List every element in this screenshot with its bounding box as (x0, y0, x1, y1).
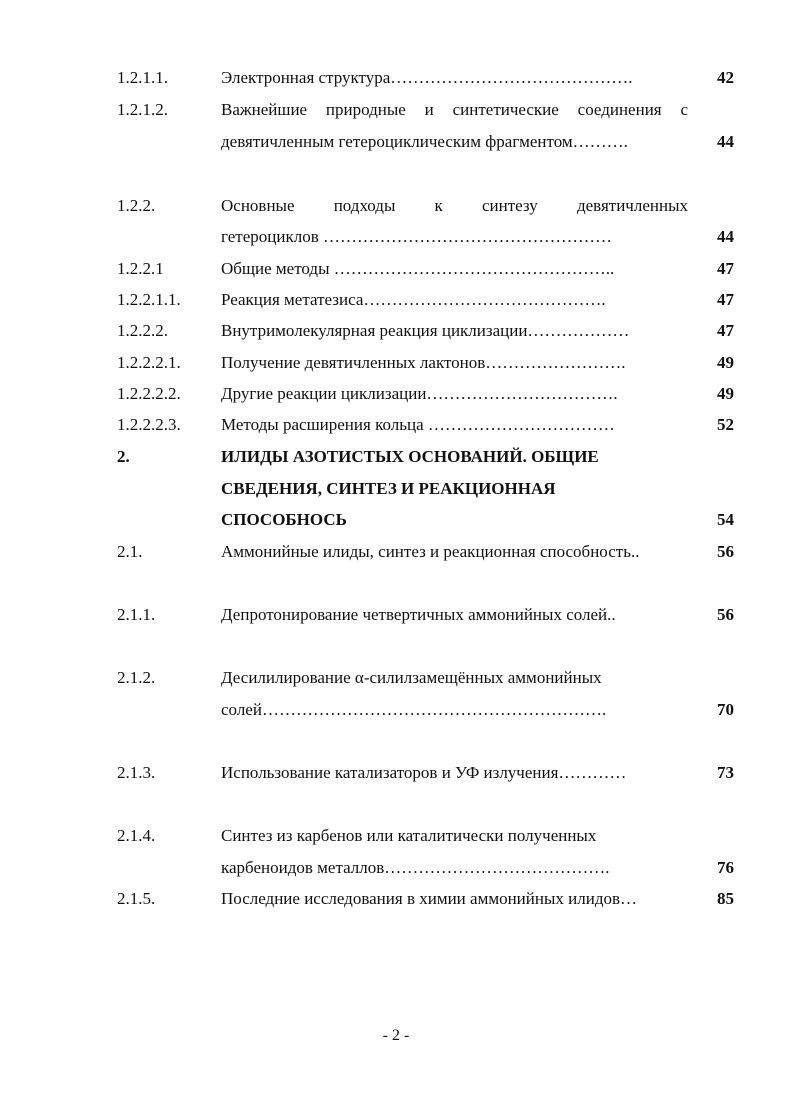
toc-title: Реакция метатезиса……………………………………. (221, 290, 606, 309)
toc-page-number: 54 (717, 510, 734, 529)
toc-page-number: 42 (717, 68, 734, 87)
toc-title: Последние исследования в химии аммонийных илидов… (221, 889, 638, 908)
toc-title: Аммонийные илиды, синтез и реакционная способность.. (221, 542, 640, 561)
toc-chapter-title-continued: СПОСОБНОСЬ (221, 510, 347, 529)
toc-page-number: 52 (717, 415, 734, 434)
toc-page-number: 73 (717, 763, 734, 782)
toc-page-number: 56 (717, 542, 734, 561)
toc-page-number: 70 (717, 700, 734, 719)
toc-page-number: 85 (717, 889, 734, 908)
toc-page-number: 49 (717, 384, 734, 403)
toc-page-number: 47 (717, 321, 734, 340)
toc-title: Основные подходы к синтезу девятичленных (221, 196, 688, 215)
toc-title-continued: карбеноидов металлов…………………………………. (221, 858, 610, 877)
toc-number: 1.2.2.1 (117, 259, 164, 278)
toc-number: 1.2.2.2.1. (117, 353, 181, 372)
toc-number: 1.2.2. (117, 196, 156, 215)
toc-page-number: 49 (717, 353, 734, 372)
toc-number: 2.1.2. (117, 668, 156, 687)
toc-chapter-number: 2. (117, 447, 130, 466)
toc-title: Электронная структура……………………………………. (221, 68, 633, 87)
toc-number: 1.2.1.2. (117, 100, 168, 119)
toc-chapter-title-continued: СВЕДЕНИЯ, СИНТЕЗ И РЕАКЦИОННАЯ (221, 479, 556, 498)
page-number-footer: - 2 - (382, 1027, 410, 1044)
toc-title: Использование катализаторов и УФ излучения………… (221, 763, 627, 782)
toc-chapter-title: ИЛИДЫ АЗОТИСТЫХ ОСНОВАНИЙ. ОБЩИЕ (221, 447, 599, 466)
toc-title: Получение девятичленных лактонов……………………. (221, 353, 626, 372)
toc-title-continued: девятичленным гетероциклическим фрагментом………. (221, 132, 628, 151)
toc-page-number: 56 (717, 605, 734, 624)
toc-number: 1.2.2.2.2. (117, 384, 181, 403)
toc-number: 2.1.5. (117, 889, 156, 908)
toc-title: Синтез из карбенов или каталитически полученных (221, 826, 597, 845)
toc-page-number: 44 (717, 227, 734, 246)
toc-number: 1.2.2.2. (117, 321, 168, 340)
toc-number: 1.2.2.1.1. (117, 290, 181, 309)
toc-title: Внутримолекулярная реакция циклизации……………… (221, 321, 630, 340)
toc-page-number: 47 (717, 290, 734, 309)
toc-title-continued: солей……………………………………………………. (221, 700, 607, 719)
toc-number: 2.1. (117, 542, 143, 561)
toc-number: 1.2.2.2.3. (117, 415, 181, 434)
toc-title: Общие методы ………………………………………….. (221, 259, 615, 278)
toc-page-number: 47 (717, 259, 734, 278)
toc-title: Важнейшие природные и синтетические соединения с (221, 100, 688, 119)
toc-number: 2.1.4. (117, 826, 156, 845)
toc-title: Депротонирование четвертичных аммонийных солей.. (221, 605, 616, 624)
toc-title: Десилилирование α-силилзамещённых аммонийных (221, 668, 602, 687)
toc-title: Методы расширения кольца …………………………… (221, 415, 615, 434)
toc-number: 1.2.1.1. (117, 68, 168, 87)
toc-title-continued: гетероциклов …………………………………………… (221, 227, 612, 246)
toc-page-number: 44 (717, 132, 734, 151)
toc-title: Другие реакции циклизации……………………………. (221, 384, 618, 403)
toc-page-number: 76 (717, 858, 734, 877)
toc-number: 2.1.3. (117, 763, 156, 782)
toc-number: 2.1.1. (117, 605, 156, 624)
